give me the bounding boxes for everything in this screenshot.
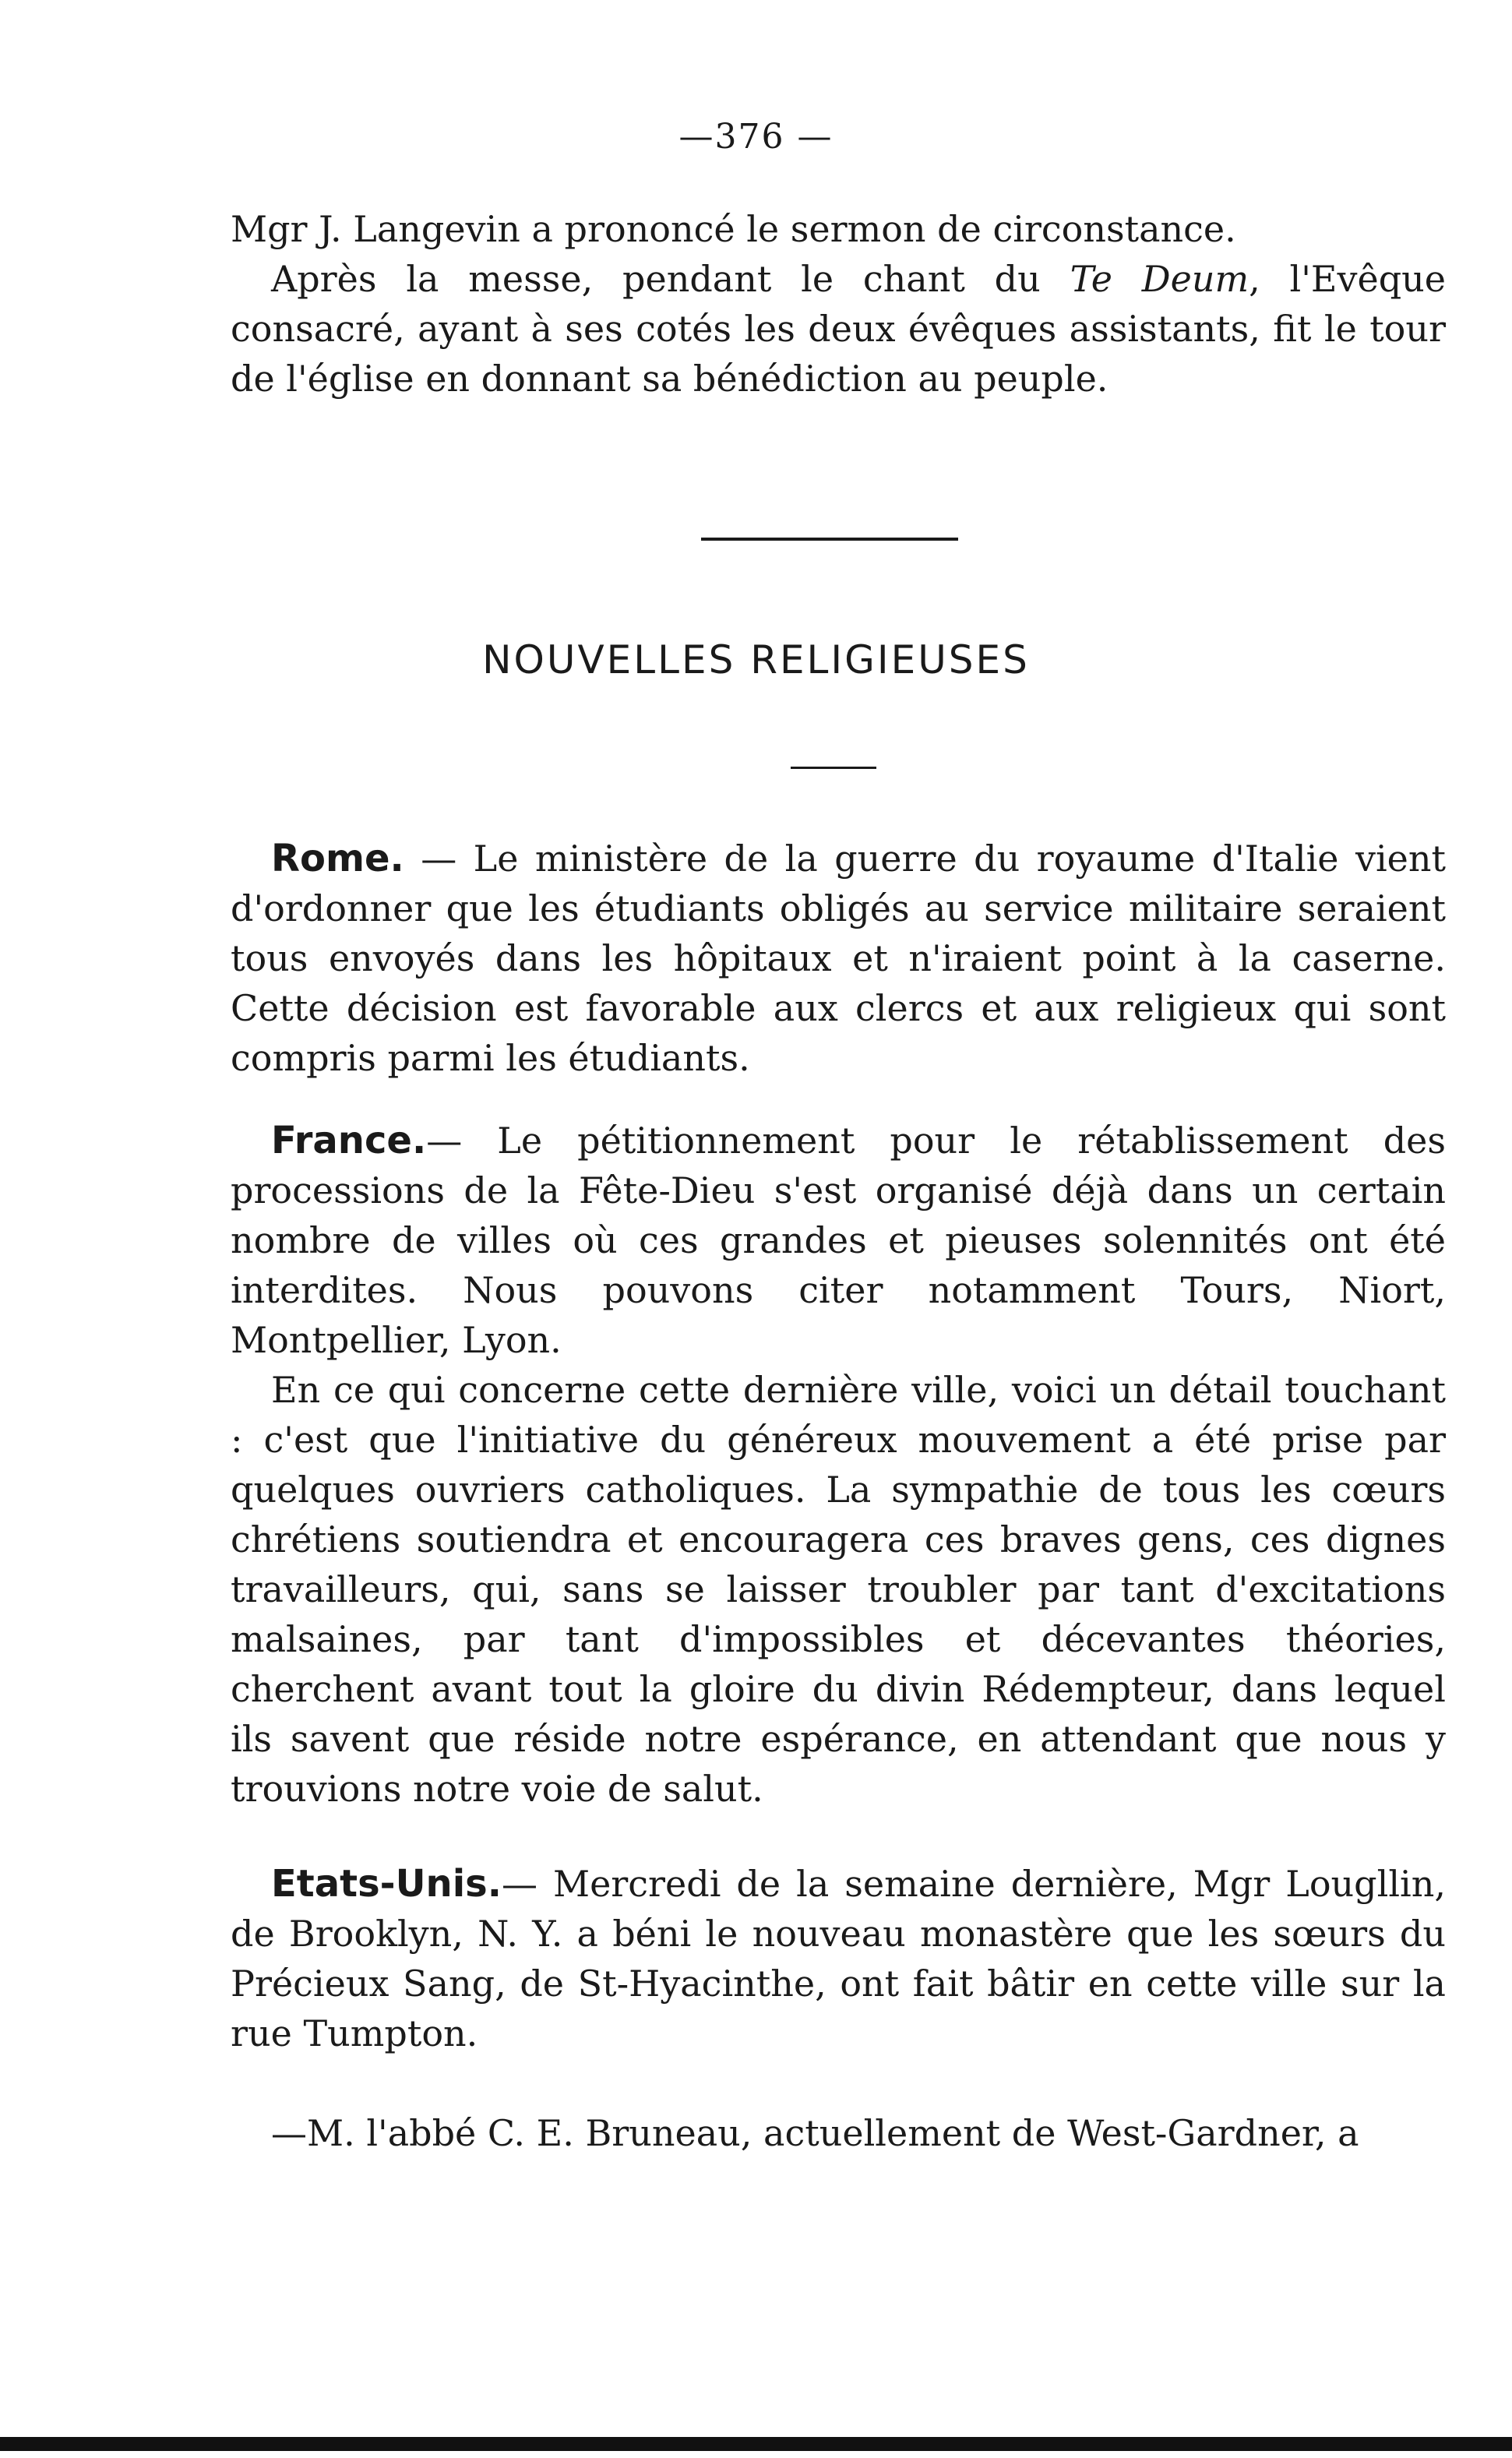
news-text-rome: — Le ministère de la guerre du royaume d'Italie vient d'ordonner que les étudiants obligés au service militaire seraient tous envoyés dans les hôpitaux et n'iraient point à la caserne. Cette décision est favorable aux clercs et aux religieux qui sont compris parmi les étudiants. <box>231 838 1446 1079</box>
te-deum-italic: Te Deum <box>1070 258 1249 300</box>
news-item-rome <box>231 834 1446 1083</box>
section-heading: NOUVELLES RELIGIEUSES <box>482 637 1030 682</box>
news-block <box>231 834 1446 2158</box>
intro-paragraph <box>231 254 1446 404</box>
intro-text-start: Après la messe, pendant le chant du <box>271 258 1070 300</box>
news-item-france <box>231 1116 1446 1365</box>
news-lead-france: France. <box>271 1119 427 1162</box>
intro-block <box>231 204 1446 404</box>
intro-sentence: Mgr J. Langevin a prononcé le sermon de circonstance. <box>231 208 1236 250</box>
news-text-etats-unis: — Mercredi de la semaine dernière, Mgr Lougllin, de Brooklyn, N. Y. a béni le nouveau monastère que les sœurs du Précieux Sang, de St-Hyacinthe, ont fait bâtir en cette ville sur la rue Tumpton. <box>231 1863 1446 2054</box>
news-text-bruneau: —M. l'abbé C. E. Bruneau, actuellement de West-Gardner, a <box>271 2112 1359 2154</box>
scan-bottom-edge <box>0 2437 1512 2451</box>
news-lead-rome: Rome. <box>271 837 404 880</box>
heading-underline-rule <box>791 767 876 769</box>
news-item-etats-unis <box>231 1859 1446 2058</box>
section-divider-rule <box>701 538 958 541</box>
page-number: —376 — <box>678 117 834 157</box>
news-item-france-continued <box>231 1365 1446 1814</box>
news-text-france-continued: En ce qui concerne cette dernière ville, voici un détail touchant : c'est que l'initiative du généreux mouvement a été prise par quelques ouvriers catholiques. La sympathie de tous les cœurs chrétiens soutiendra et encouragera ces braves gens, ces dignes travailleurs, qui, sans se laisser troubler par tant d'excitations malsaines, par tant d'impossibles et décevantes théories, cherchent avant tout la gloire du divin Rédempteur, dans lequel ils savent que réside notre espérance, en attendant que nous y trouvions notre voie de salut. <box>231 1369 1446 1810</box>
news-item-bruneau <box>231 2108 1446 2158</box>
news-text-france: — Le pétitionnement pour le rétablissement des processions de la Fête-Dieu s'est organisé déjà dans un certain nombre de villes où ces grandes et pieuses solennités ont été interdites. Nous pouvons citer notamment Tours, Niort, Montpellier, Lyon. <box>231 1120 1446 1361</box>
intro-text-end: , l'Evêque consacré, ayant à ses cotés les deux évêques assistants, fit le tour de l'église en donnant sa bénédiction au peuple. <box>231 258 1446 400</box>
news-lead-etats-unis: Etats-Unis. <box>271 1862 502 1906</box>
